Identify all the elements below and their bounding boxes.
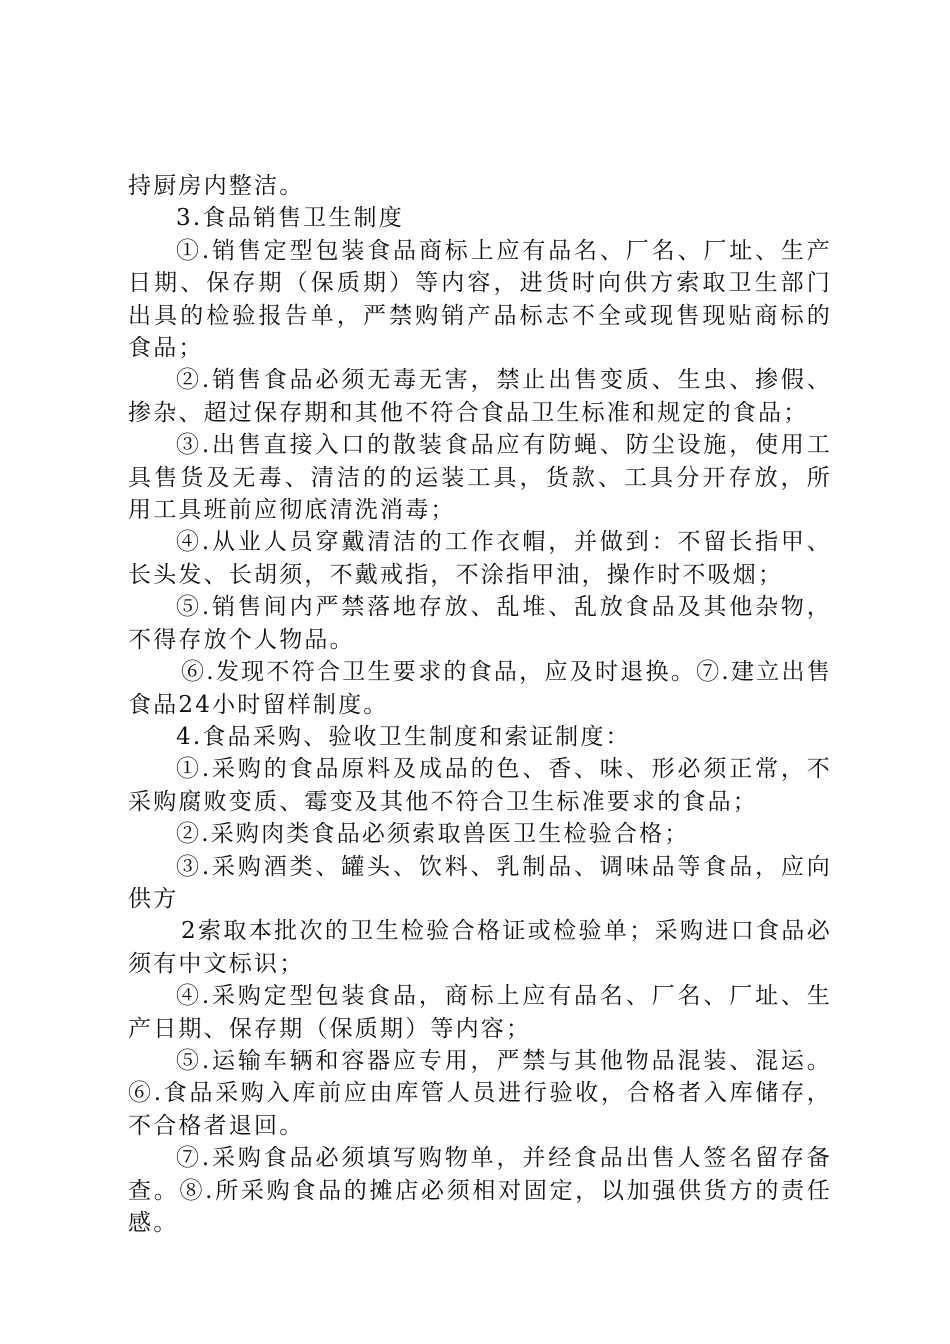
procurement-item-3: ③.采购酒类、罐头、饮料、乳制品、调味品等食品，应向供方 <box>128 853 832 912</box>
sales-item-6-7: ⑥.发现不符合卫生要求的食品，应及时退换。⑦.建立出售食品24小时留样制度。 <box>128 659 832 718</box>
paragraph-continuation: 持厨房内整洁。 <box>128 173 305 199</box>
sales-item-3: ③.出售直接入口的散装食品应有防蝇、防尘设施，使用工具售货及无毒、清洁的的运装工具，货款、工具分开存放，所用工具班前应彻底清洗消毒； <box>128 432 832 524</box>
sales-item-5: ⑤.销售间内严禁落地存放、乱堆、乱放食品及其他杂物，不得存放个人物品。 <box>128 594 832 653</box>
procurement-item-5-6: ⑤.运输车辆和容器应专用，严禁与其他物品混装、混运。⑥.食品采购入库前应由库管人员进行验收，合格者入库储存，不合格者退回。 <box>128 1047 832 1139</box>
document-body <box>128 170 832 1239</box>
sales-item-2: ②.销售食品必须无毒无害，禁止出售变质、生虫、掺假、掺杂、超过保存期和其他不符合食品卫生标准和规定的食品； <box>128 367 832 426</box>
procurement-item-4: ④.采购定型包装食品，商标上应有品名、厂名、厂址、生产日期、保存期（保质期）等内容； <box>128 983 832 1042</box>
sales-item-4: ④.从业人员穿戴清洁的工作衣帽，并做到：不留长指甲、长头发、长胡须，不戴戒指，不涂指甲油，操作时不吸烟； <box>128 529 832 588</box>
section-heading-procurement: 4.食品采购、验收卫生制度和索证制度： <box>176 723 631 750</box>
procurement-item-2: ②.采购肉类食品必须索取兽医卫生检验合格； <box>176 821 690 848</box>
section-heading-sales-hygiene: 3.食品销售卫生制度 <box>176 205 404 232</box>
procurement-item-1: ①.采购的食品原料及成品的色、香、味、形必须正常，不采购腐败变质、霉变及其他不符合卫生标准要求的食品； <box>128 756 832 815</box>
procurement-item-3-continued: 2索取本批次的卫生检验合格证或检验单；采购进口食品必须有中文标识； <box>128 918 832 977</box>
procurement-item-7-8: ⑦.采购食品必须填写购物单，并经食品出售人签名留存备查。⑧.所采购食品的摊店必须相对固定，以加强供货方的责任感。 <box>128 1145 832 1236</box>
sales-item-1: ①.销售定型包装食品商标上应有品名、厂名、厂址、生产日期、保存期（保质期）等内容，进货时向供方索取卫生部门出具的检验报告单，严禁购销产品标志不全或现售现贴商标的食品； <box>128 237 832 362</box>
